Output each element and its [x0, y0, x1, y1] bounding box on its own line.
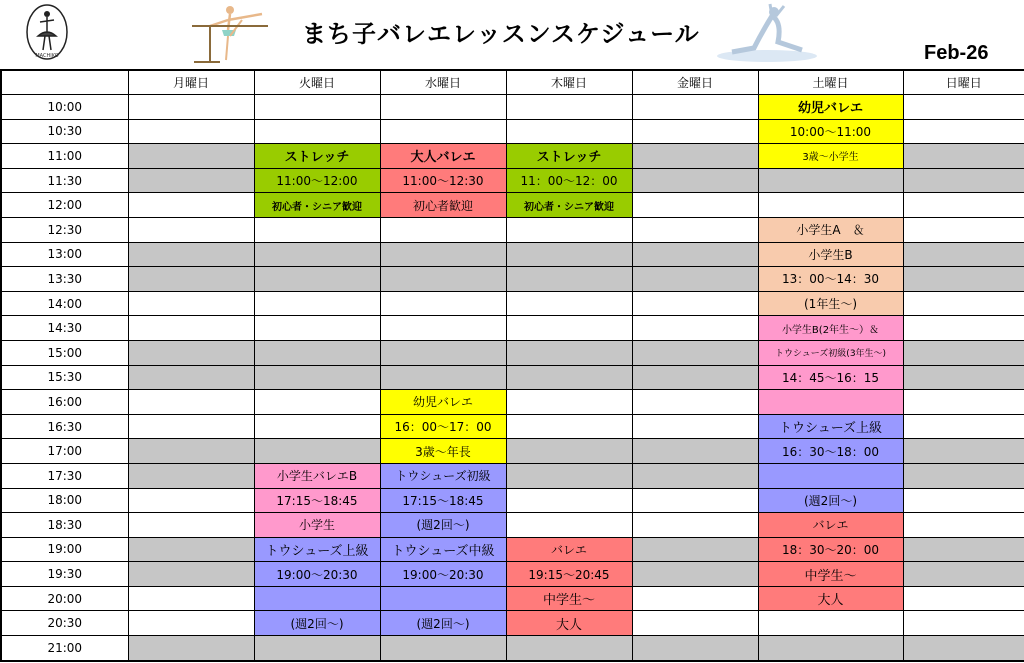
- time-cell: 19:00: [1, 537, 128, 562]
- empty-cell: [632, 636, 758, 661]
- class-cell: 19:15～20:45: [506, 562, 632, 587]
- table-row: [1, 119, 1024, 144]
- time-cell: 18:30: [1, 513, 128, 538]
- empty-cell: [128, 144, 254, 169]
- class-cell: [380, 586, 506, 611]
- class-cell: 大人: [758, 586, 903, 611]
- class-cell: 幼児バレエ: [380, 390, 506, 415]
- empty-cell: [128, 119, 254, 144]
- class-cell: (週2回～): [758, 488, 903, 513]
- empty-cell: [254, 439, 380, 464]
- empty-cell: [632, 95, 758, 120]
- corner-cell: [1, 70, 128, 95]
- table-row: [1, 193, 1024, 218]
- time-cell: 14:00: [1, 291, 128, 316]
- empty-cell: [128, 95, 254, 120]
- empty-cell: [632, 340, 758, 365]
- empty-cell: [506, 119, 632, 144]
- empty-cell: [903, 193, 1024, 218]
- class-cell: 中学生～: [506, 586, 632, 611]
- table-row: [1, 390, 1024, 415]
- class-cell: (週2回～): [254, 611, 380, 636]
- empty-cell: [128, 562, 254, 587]
- class-cell: 11：00～12：00: [506, 168, 632, 193]
- empty-cell: [128, 636, 254, 661]
- class-cell: 11:00～12:30: [380, 168, 506, 193]
- class-cell: 14：45～16：15: [758, 365, 903, 390]
- empty-cell: [380, 316, 506, 341]
- empty-cell: [506, 267, 632, 292]
- empty-cell: [903, 636, 1024, 661]
- time-cell: 15:30: [1, 365, 128, 390]
- time-cell: 13:00: [1, 242, 128, 267]
- empty-cell: [632, 193, 758, 218]
- empty-cell: [632, 291, 758, 316]
- class-cell: ストレッチ: [254, 144, 380, 169]
- empty-cell: [128, 439, 254, 464]
- empty-cell: [632, 390, 758, 415]
- empty-cell: [506, 217, 632, 242]
- time-cell: 10:00: [1, 95, 128, 120]
- empty-cell: [632, 168, 758, 193]
- class-cell: [758, 463, 903, 488]
- table-row: [1, 439, 1024, 464]
- empty-cell: [128, 365, 254, 390]
- empty-cell: [254, 365, 380, 390]
- class-cell: 大人バレエ: [380, 144, 506, 169]
- empty-cell: [632, 537, 758, 562]
- empty-cell: [506, 291, 632, 316]
- empty-cell: [758, 611, 903, 636]
- table-row: [1, 414, 1024, 439]
- class-cell: 3歳～小学生: [758, 144, 903, 169]
- time-cell: 17:30: [1, 463, 128, 488]
- class-cell: バレエ: [758, 513, 903, 538]
- day-header: 月曜日: [128, 70, 254, 95]
- logo-text: MACHIKO: [35, 53, 59, 59]
- empty-cell: [380, 365, 506, 390]
- empty-cell: [632, 513, 758, 538]
- page-title: まち子バレエレッスンスケジュール: [302, 20, 700, 48]
- table-row: [1, 537, 1024, 562]
- time-cell: 16:00: [1, 390, 128, 415]
- empty-cell: [903, 513, 1024, 538]
- empty-cell: [254, 95, 380, 120]
- class-cell: 大人: [506, 611, 632, 636]
- class-cell: [254, 586, 380, 611]
- empty-cell: [632, 217, 758, 242]
- empty-cell: [632, 414, 758, 439]
- class-cell: 小学生: [254, 513, 380, 538]
- empty-cell: [903, 217, 1024, 242]
- time-cell: 16:30: [1, 414, 128, 439]
- class-cell: トウシューズ上級: [758, 414, 903, 439]
- day-header: 水曜日: [380, 70, 506, 95]
- empty-cell: [758, 193, 903, 218]
- class-cell: (1年生～): [758, 291, 903, 316]
- empty-cell: [128, 390, 254, 415]
- empty-cell: [903, 439, 1024, 464]
- empty-cell: [632, 488, 758, 513]
- time-cell: 18:00: [1, 488, 128, 513]
- class-cell: 小学生B(2年生～）＆: [758, 316, 903, 341]
- empty-cell: [903, 586, 1024, 611]
- class-cell: トウシューズ上級: [254, 537, 380, 562]
- empty-cell: [380, 636, 506, 661]
- empty-cell: [254, 267, 380, 292]
- ballerina-logo-icon: [22, 2, 72, 62]
- class-cell: ストレッチ: [506, 144, 632, 169]
- class-cell: [758, 390, 903, 415]
- empty-cell: [506, 95, 632, 120]
- class-cell: 16：00～17：00: [380, 414, 506, 439]
- class-cell: 初心者・シニア歓迎: [506, 193, 632, 218]
- empty-cell: [128, 414, 254, 439]
- time-cell: 11:00: [1, 144, 128, 169]
- day-header: 土曜日: [758, 70, 903, 95]
- empty-cell: [380, 217, 506, 242]
- time-cell: 15:00: [1, 340, 128, 365]
- class-cell: 13：00～14：30: [758, 267, 903, 292]
- empty-cell: [506, 390, 632, 415]
- empty-cell: [128, 267, 254, 292]
- empty-cell: [903, 390, 1024, 415]
- class-cell: (週2回～): [380, 513, 506, 538]
- empty-cell: [380, 340, 506, 365]
- empty-cell: [758, 636, 903, 661]
- table-row: [1, 586, 1024, 611]
- header: [0, 0, 1024, 68]
- table-row: [1, 217, 1024, 242]
- empty-cell: [506, 340, 632, 365]
- empty-cell: [380, 242, 506, 267]
- empty-cell: [254, 316, 380, 341]
- table-row: [1, 242, 1024, 267]
- time-cell: 19:30: [1, 562, 128, 587]
- empty-cell: [254, 636, 380, 661]
- time-cell: 12:30: [1, 217, 128, 242]
- empty-cell: [903, 267, 1024, 292]
- empty-cell: [632, 586, 758, 611]
- time-cell: 11:30: [1, 168, 128, 193]
- empty-cell: [506, 463, 632, 488]
- class-cell: 19:00～20:30: [254, 562, 380, 587]
- class-cell: バレエ: [506, 537, 632, 562]
- empty-cell: [903, 316, 1024, 341]
- table-row: [1, 611, 1024, 636]
- empty-cell: [128, 291, 254, 316]
- table-row: [1, 636, 1024, 661]
- empty-cell: [632, 562, 758, 587]
- empty-cell: [254, 242, 380, 267]
- empty-cell: [632, 439, 758, 464]
- empty-cell: [506, 513, 632, 538]
- class-cell: 19:00～20:30: [380, 562, 506, 587]
- class-cell: (週2回～): [380, 611, 506, 636]
- empty-cell: [632, 242, 758, 267]
- empty-cell: [254, 217, 380, 242]
- empty-cell: [758, 168, 903, 193]
- empty-cell: [128, 537, 254, 562]
- month-label: Feb-26: [924, 42, 989, 64]
- table-row: [1, 562, 1024, 587]
- table-row: [1, 95, 1024, 120]
- table-row: [1, 267, 1024, 292]
- table-header-row: [1, 70, 1024, 95]
- time-cell: 21:00: [1, 636, 128, 661]
- table-row: [1, 513, 1024, 538]
- day-header: 火曜日: [254, 70, 380, 95]
- empty-cell: [903, 562, 1024, 587]
- day-header: 日曜日: [903, 70, 1024, 95]
- time-cell: 17:00: [1, 439, 128, 464]
- class-cell: 16：30～18：00: [758, 439, 903, 464]
- class-cell: 初心者歓迎: [380, 193, 506, 218]
- day-header: 木曜日: [506, 70, 632, 95]
- empty-cell: [380, 291, 506, 316]
- class-cell: 3歳～年長: [380, 439, 506, 464]
- empty-cell: [632, 463, 758, 488]
- empty-cell: [380, 267, 506, 292]
- class-cell: トウシューズ初級: [380, 463, 506, 488]
- table-row: [1, 463, 1024, 488]
- empty-cell: [632, 611, 758, 636]
- empty-cell: [128, 463, 254, 488]
- empty-cell: [128, 586, 254, 611]
- time-cell: 20:00: [1, 586, 128, 611]
- class-cell: 幼児バレエ: [758, 95, 903, 120]
- empty-cell: [254, 340, 380, 365]
- empty-cell: [903, 291, 1024, 316]
- empty-cell: [903, 119, 1024, 144]
- class-cell: トウシューズ初級(3年生～): [758, 340, 903, 365]
- time-cell: 13:30: [1, 267, 128, 292]
- empty-cell: [632, 267, 758, 292]
- empty-cell: [380, 119, 506, 144]
- empty-cell: [128, 513, 254, 538]
- empty-cell: [632, 144, 758, 169]
- empty-cell: [128, 168, 254, 193]
- empty-cell: [128, 217, 254, 242]
- table-row: [1, 340, 1024, 365]
- dancer-at-barre-icon: [190, 0, 270, 66]
- empty-cell: [506, 365, 632, 390]
- table-row: [1, 168, 1024, 193]
- empty-cell: [632, 119, 758, 144]
- empty-cell: [506, 488, 632, 513]
- class-cell: 10:00～11:00: [758, 119, 903, 144]
- time-cell: 10:30: [1, 119, 128, 144]
- empty-cell: [903, 537, 1024, 562]
- empty-cell: [903, 365, 1024, 390]
- class-cell: 17:15～18:45: [254, 488, 380, 513]
- empty-cell: [380, 95, 506, 120]
- empty-cell: [128, 611, 254, 636]
- empty-cell: [128, 488, 254, 513]
- empty-cell: [506, 242, 632, 267]
- class-cell: 中学生～: [758, 562, 903, 587]
- time-cell: 20:30: [1, 611, 128, 636]
- empty-cell: [903, 95, 1024, 120]
- empty-cell: [903, 168, 1024, 193]
- empty-cell: [903, 488, 1024, 513]
- empty-cell: [128, 316, 254, 341]
- table-row: [1, 291, 1024, 316]
- empty-cell: [506, 636, 632, 661]
- class-cell: トウシューズ中級: [380, 537, 506, 562]
- empty-cell: [128, 193, 254, 218]
- class-cell: 初心者・シニア歓迎: [254, 193, 380, 218]
- empty-cell: [903, 611, 1024, 636]
- class-cell: 小学生B: [758, 242, 903, 267]
- empty-cell: [903, 463, 1024, 488]
- table-row: [1, 488, 1024, 513]
- stretching-dancer-icon: [712, 2, 822, 64]
- class-cell: 17:15～18:45: [380, 488, 506, 513]
- empty-cell: [128, 340, 254, 365]
- day-header: 金曜日: [632, 70, 758, 95]
- empty-cell: [632, 365, 758, 390]
- empty-cell: [254, 390, 380, 415]
- table-row: [1, 316, 1024, 341]
- empty-cell: [128, 242, 254, 267]
- time-cell: 14:30: [1, 316, 128, 341]
- empty-cell: [903, 242, 1024, 267]
- empty-cell: [903, 340, 1024, 365]
- empty-cell: [506, 414, 632, 439]
- empty-cell: [632, 316, 758, 341]
- empty-cell: [903, 414, 1024, 439]
- empty-cell: [506, 316, 632, 341]
- class-cell: 18：30～20：00: [758, 537, 903, 562]
- schedule-table: [0, 69, 1024, 662]
- table-row: [1, 144, 1024, 169]
- time-cell: 12:00: [1, 193, 128, 218]
- table-row: [1, 365, 1024, 390]
- empty-cell: [254, 414, 380, 439]
- class-cell: 小学生バレエB: [254, 463, 380, 488]
- class-cell: 小学生A ＆: [758, 217, 903, 242]
- empty-cell: [254, 119, 380, 144]
- class-cell: 11:00～12:00: [254, 168, 380, 193]
- empty-cell: [506, 439, 632, 464]
- empty-cell: [254, 291, 380, 316]
- empty-cell: [903, 144, 1024, 169]
